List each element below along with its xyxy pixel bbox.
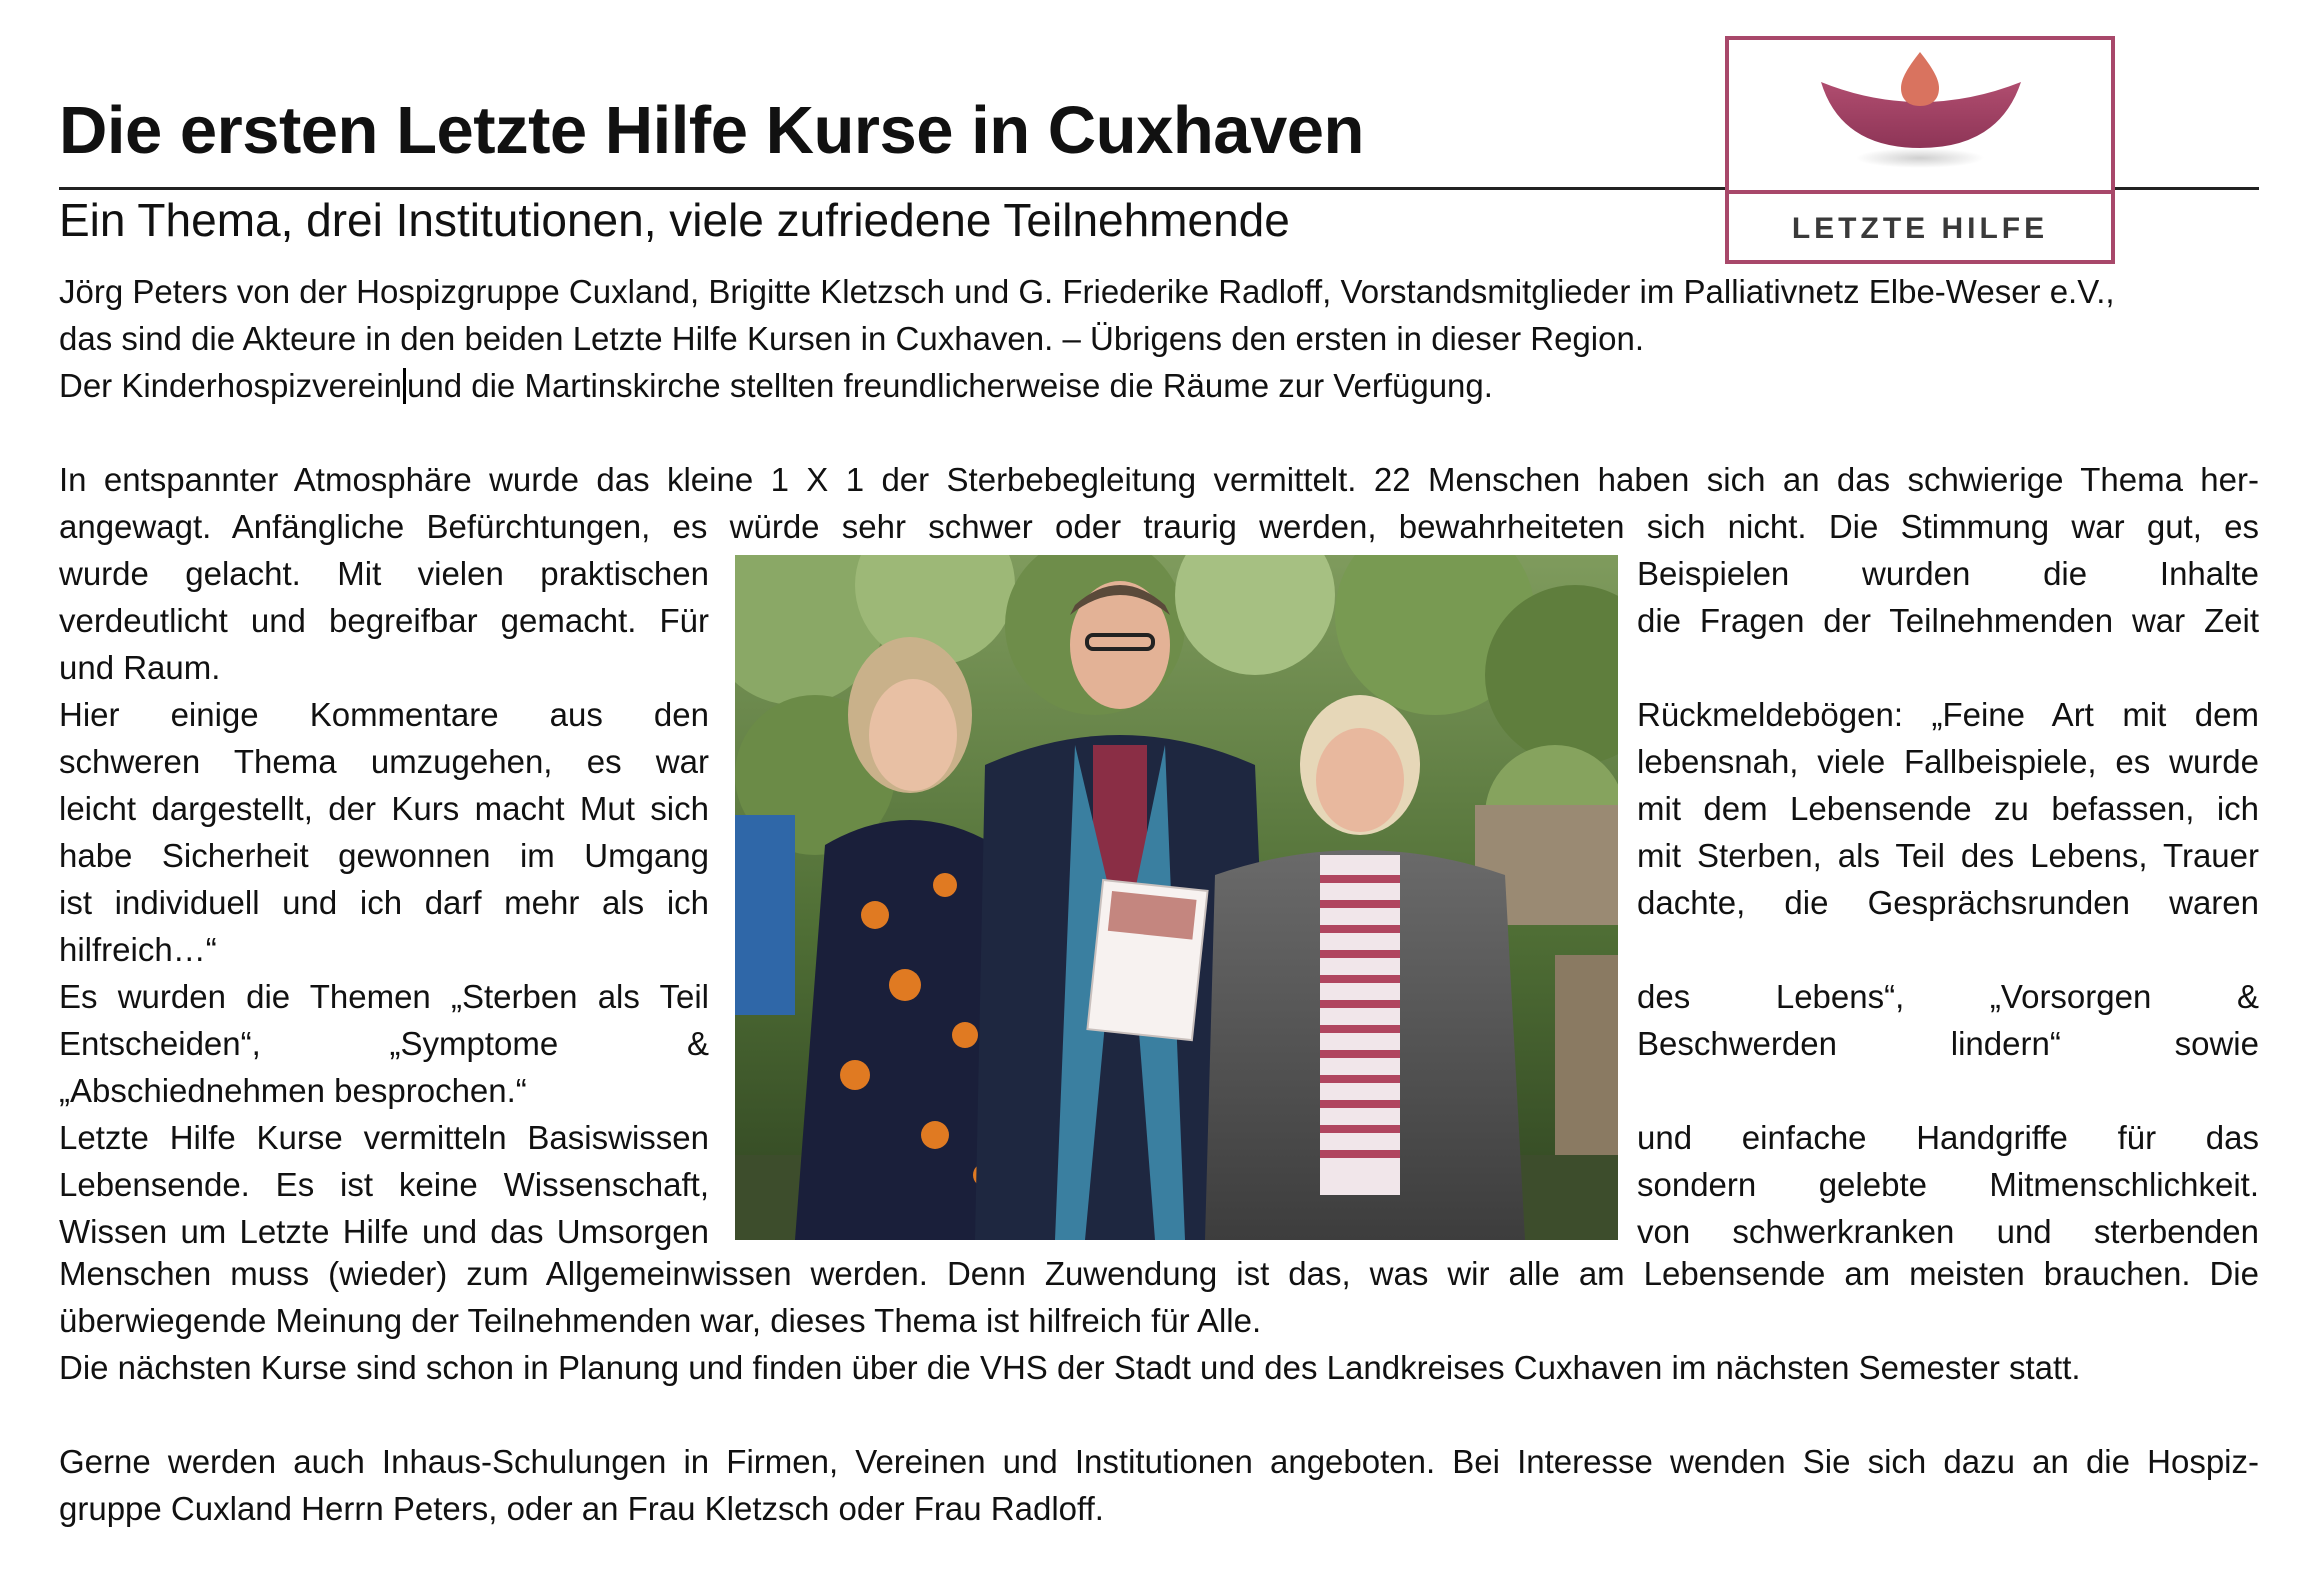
paragraph-line: überwiegende Meinung der Teilnehmenden war, dieses Thema ist hilfreich für Alle. [59, 1302, 1262, 1339]
paragraph-line: In entspannter Atmosphäre wurde das kleine 1 X 1 der Sterbebegleitung vermittelt. 22 Menschen haben sich an das schwierige Thema her- [59, 461, 2259, 498]
logo-bowl-flame-icon [1729, 40, 2111, 188]
right-line: sondern gelebte Mitmenschlichkeit. [1637, 1166, 2259, 1203]
logo-divider [1729, 190, 2111, 194]
right-line: Beschwerden lindern“ sowie [1637, 1025, 2259, 1062]
text-cursor [403, 368, 406, 404]
left-line: und Raum. [59, 649, 221, 686]
left-text-column [59, 550, 709, 1255]
left-line: wurde gelacht. Mit vielen praktischen [59, 555, 709, 592]
right-line: von schwerkranken und sterbenden [1637, 1213, 2259, 1250]
group-photo-image [735, 555, 1618, 1240]
left-line: Wissen um Letzte Hilfe und das Umsorgen [59, 1213, 709, 1250]
right-line: Beispielen wurden die Inhalte [1637, 555, 2259, 592]
closing-paragraph [59, 1438, 2259, 1532]
right-line-empty [1637, 926, 2259, 973]
right-text-column [1637, 550, 2259, 1255]
paragraph-line: Gerne werden auch Inhaus-Schulungen in Firmen, Vereinen und Institutionen angeboten. Bei Interesse wenden Sie sich dazu an die Hospiz- [59, 1443, 2259, 1480]
intro-line-3b: und die Martinskirche stellten freundlicherweise die Räume zur Verfügung. [407, 367, 1493, 404]
left-line: Letzte Hilfe Kurse vermitteln Basiswissen [59, 1119, 709, 1156]
intro-line: das sind die Akteure in den beiden Letzte Hilfe Kursen in Cuxhaven. – Übrigens den ersten in dieser Region. [59, 320, 1644, 357]
paragraph-line: Die nächsten Kurse sind schon in Planung und finden über die VHS der Stadt und des Landkreises Cuxhaven im nächsten Semester statt. [59, 1349, 2081, 1386]
article-subtitle: Ein Thema, drei Institutionen, viele zufriedene Teilnehmende [59, 194, 1290, 246]
atmosphere-paragraph [59, 456, 2259, 550]
left-line: Entscheiden“, „Symptome & [59, 1025, 709, 1062]
right-line: dachte, die Gesprächsrunden waren [1637, 884, 2259, 921]
left-line: Hier einige Kommentare aus den [59, 696, 709, 733]
left-line: Es wurden die Themen „Sterben als Teil [59, 978, 709, 1015]
intro-line-3 [59, 362, 2259, 409]
left-line: verdeutlicht und begreifbar gemacht. Für [59, 602, 709, 639]
left-line: „Abschiednehmen besprochen.“ [59, 1072, 527, 1109]
right-line: mit dem Lebensende zu befassen, ich [1637, 790, 2259, 827]
right-line: mit Sterben, als Teil des Lebens, Trauer [1637, 837, 2259, 874]
left-line: hilfreich…“ [59, 931, 217, 968]
right-line: Rückmeldebögen: „Feine Art mit dem [1637, 696, 2259, 733]
letzte-hilfe-logo [1725, 36, 2115, 264]
paragraph-line: Menschen muss (wieder) zum Allgemeinwissen werden. Denn Zuwendung ist das, was wir alle am Lebensende am meisten brauchen. Die [59, 1255, 2259, 1292]
intro-paragraph [59, 268, 2259, 409]
right-line-empty [1637, 644, 2259, 691]
left-line: habe Sicherheit gewonnen im Umgang [59, 837, 709, 874]
right-line: und einfache Handgriffe für das [1637, 1119, 2259, 1156]
left-line: Lebensende. Es ist keine Wissenschaft, [59, 1166, 709, 1203]
right-line-empty [1637, 1067, 2259, 1114]
group-photo [735, 555, 1618, 1240]
intro-line: Jörg Peters von der Hospizgruppe Cuxland, Brigitte Kletzsch und G. Friederike Radloff, Vorstandsmitglieder im Palliativnetz Elbe-Weser e.V., [59, 273, 2115, 310]
conclusion-paragraph [59, 1250, 2259, 1391]
intro-line-3a: Der Kinderhospizverein [59, 367, 403, 404]
article-title: Die ersten Letzte Hilfe Kurse in Cuxhaven [59, 93, 1364, 168]
right-line: des Lebens“, „Vorsorgen & [1637, 978, 2259, 1015]
left-line: leicht dargestellt, der Kurs macht Mut sich [59, 790, 709, 827]
logo-text: LETZTE HILFE [1791, 212, 2049, 245]
left-line: ist individuell und ich darf mehr als ich [59, 884, 709, 921]
right-line: die Fragen der Teilnehmenden war Zeit [1637, 602, 2259, 639]
paragraph-line: gruppe Cuxland Herrn Peters, oder an Frau Kletzsch oder Frau Radloff. [59, 1490, 1104, 1527]
right-line: lebensnah, viele Fallbeispiele, es wurde [1637, 743, 2259, 780]
paragraph-line: angewagt. Anfängliche Befürchtungen, es würde sehr schwer oder traurig werden, bewahrheiteten sich nicht. Die Stimmung war gut, es [59, 508, 2259, 545]
left-line: schweren Thema umzugehen, es war [59, 743, 709, 780]
